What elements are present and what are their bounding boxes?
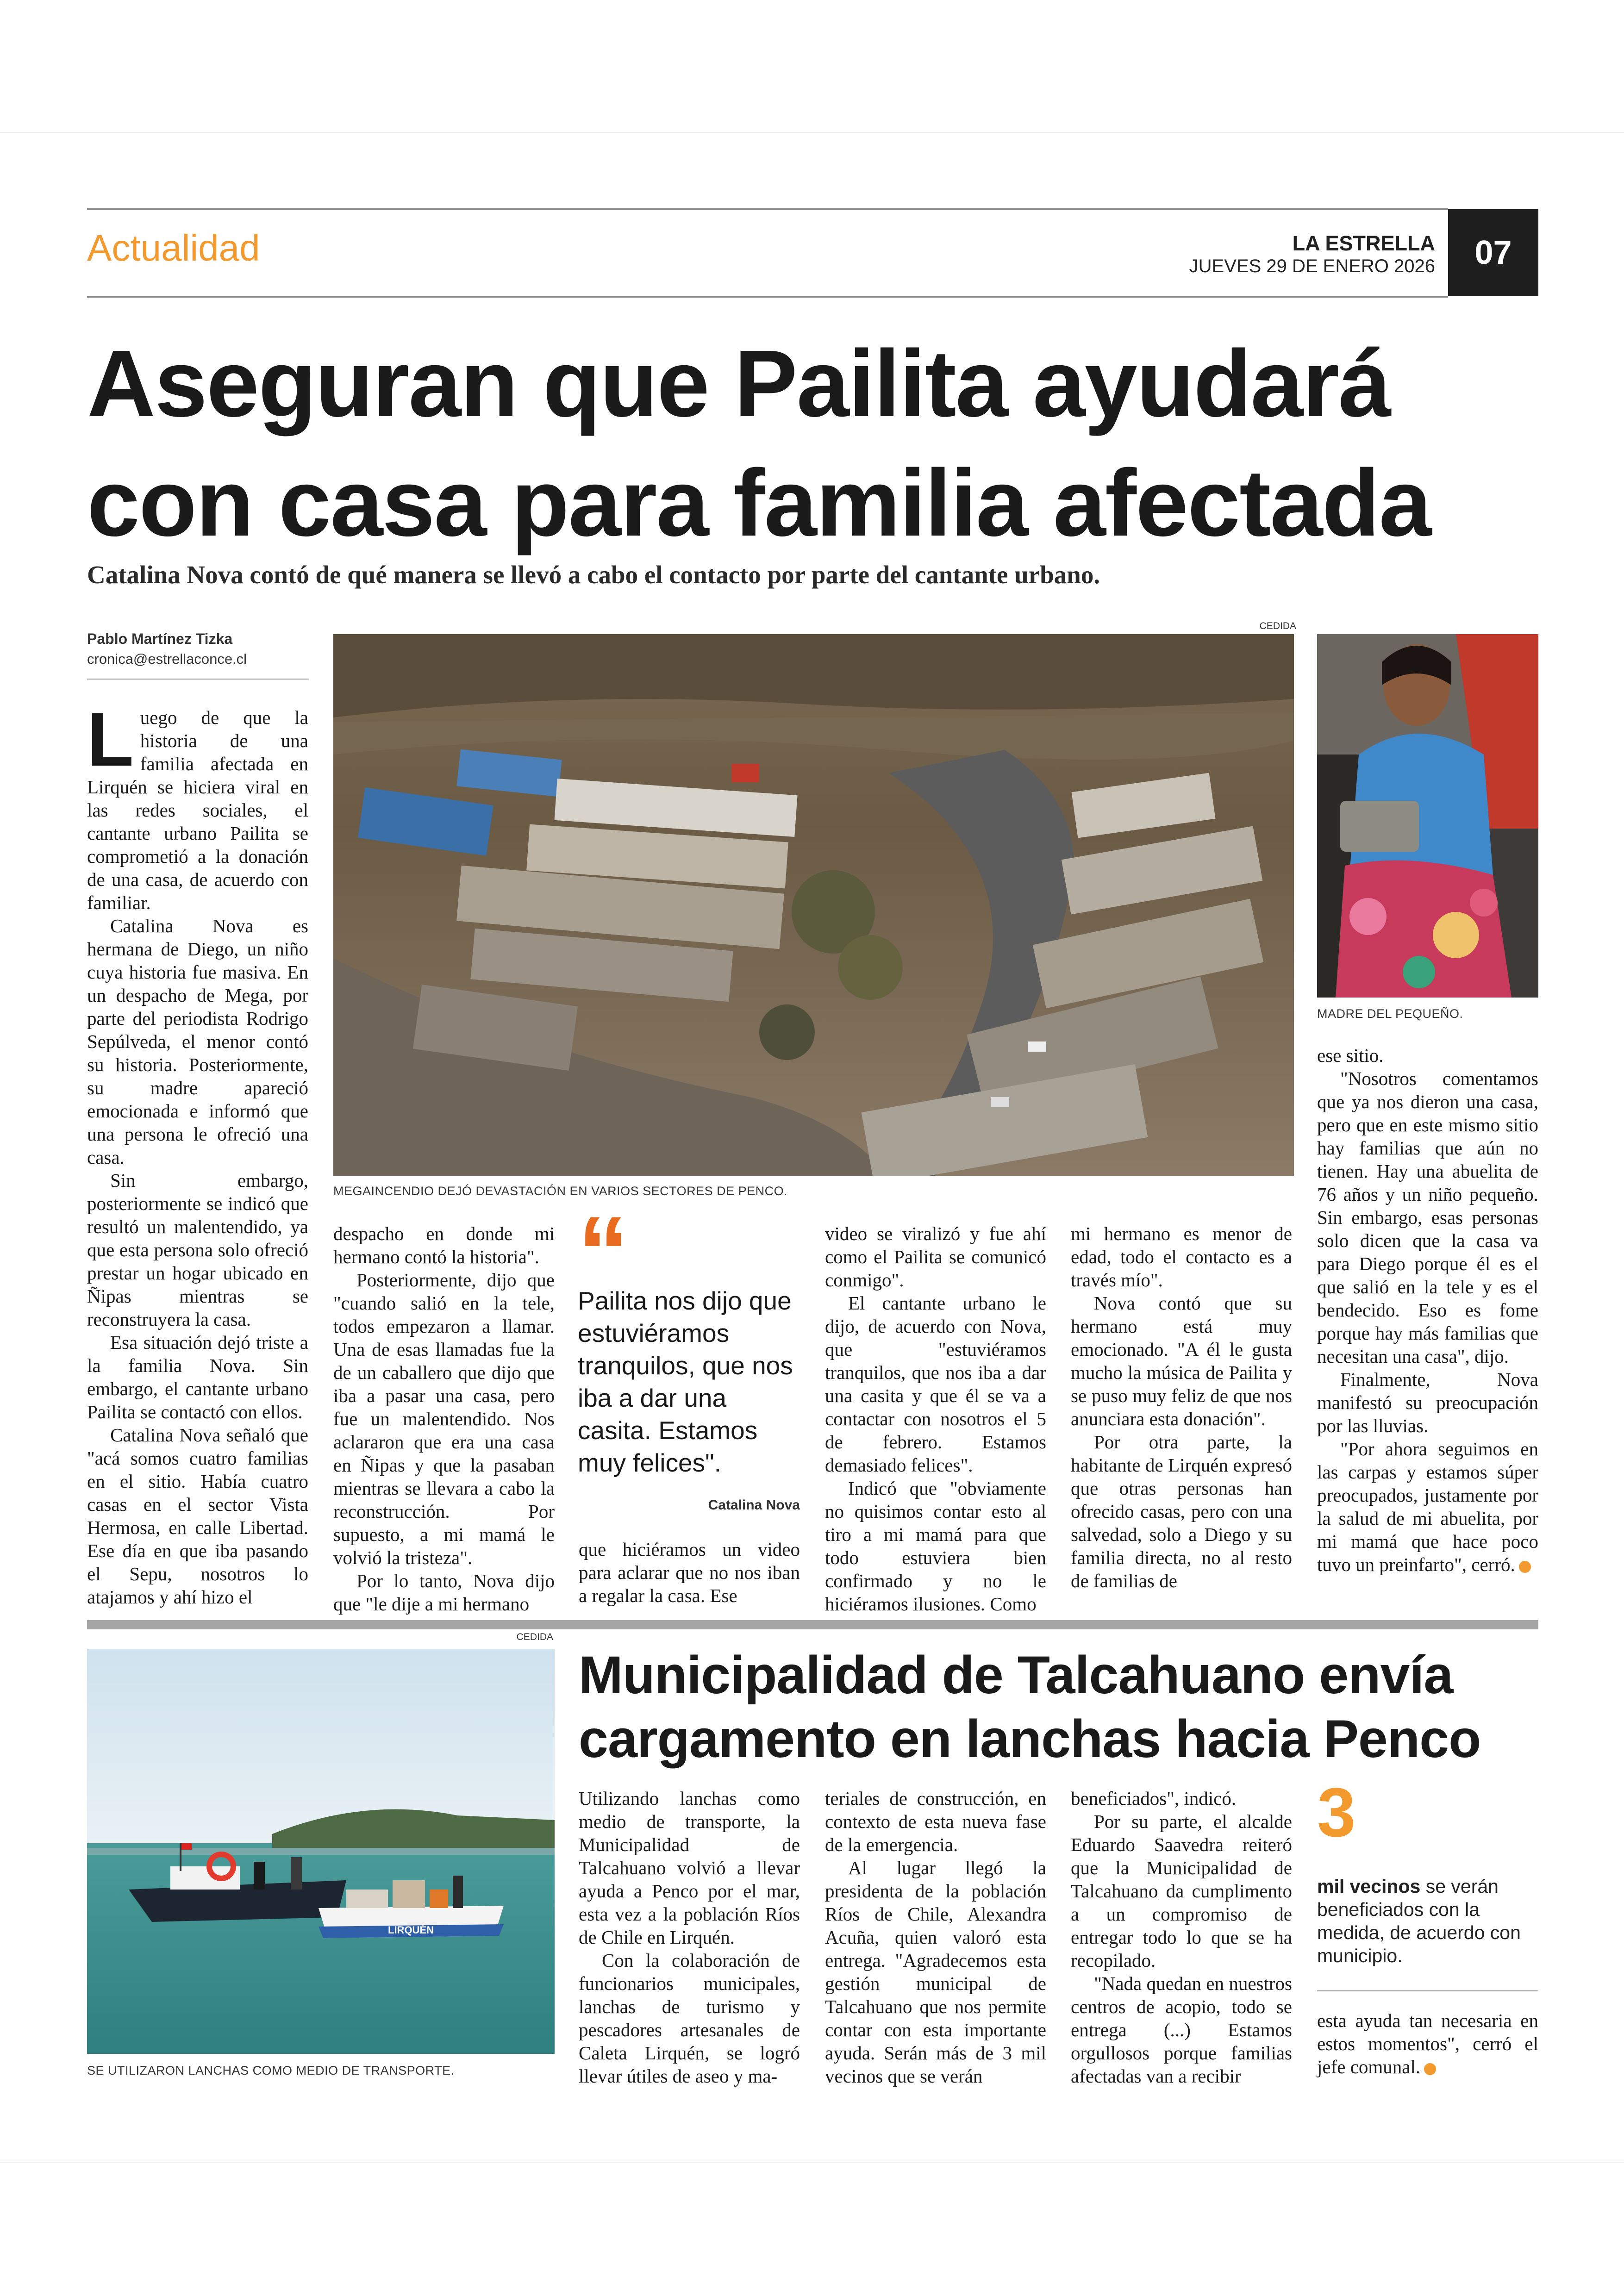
side-photo-caption: MADRE DEL PEQUEÑO. bbox=[1317, 1007, 1463, 1021]
stat-text: se verán beneficiados con la medida, de acuerdo con municipio. bbox=[1317, 1876, 1521, 1966]
article2-paragraph: Utilizando lanchas como medio de transporte, la Municipalidad de Talcahuano volvió a llevar ayuda a Penco por el mar, esta vez a la población Ríos de Chile en Lirquén. bbox=[579, 1788, 800, 1948]
article2-headline-line-1: Municipalidad de Talcahuano envía bbox=[579, 1646, 1453, 1705]
mother-portrait-image bbox=[1317, 634, 1538, 998]
stat-rule bbox=[1317, 1990, 1538, 1991]
article2-final-sentence: esta ayuda tan necesaria en estos momentos", cerró el jefe comunal. bbox=[1317, 2010, 1538, 2077]
boat-name-label: LIRQUÉN bbox=[388, 1924, 434, 1936]
quote-author: Catalina Nova bbox=[708, 1497, 800, 1513]
article1-paragraph: que hiciéramos un video para aclarar que no nos iban a regalar la casa. Ese bbox=[579, 1539, 800, 1606]
paper-name: LA ESTRELLA bbox=[1292, 231, 1435, 255]
header-bottom-rule bbox=[87, 296, 1448, 298]
pull-quote bbox=[578, 1195, 800, 1513]
article1-paragraph: despacho en donde mi hermano contó la historia". bbox=[333, 1223, 555, 1267]
section-label: Actualidad bbox=[87, 227, 260, 268]
quote-text: Pailita nos dijo que estuviéramos tranquilos, que nos iba a dar una casita. Estamos muy felices". bbox=[578, 1286, 793, 1477]
article-subhead: Catalina Nova contó de qué manera se llevó a cabo el contacto por parte del cantante urbano. bbox=[87, 561, 1100, 589]
article2-paragraph: Por su parte, el alcalde Eduardo Saavedra reiteró que la Municipalidad de Talcahuano da cumplimento a un compromiso de entregar todo lo que se ha recopilado. bbox=[1071, 1811, 1292, 1971]
article2-column-4 bbox=[1317, 2009, 1538, 2078]
article1-paragraph: Posteriormente, dijo que "cuando salió en la tele, todos empezaron a llamar. Una de esas llamadas fue la de un caballero que dijo que iba a pasar una casa, pero fue un malentendido. Nos aclararon que era una casa en Ñipas y que la pasaban mientras se llevara a cabo la reconstrucción. Por supuesto, a mi mamá le volvió la tristeza". bbox=[333, 1269, 555, 1568]
article1-paragraph: Finalmente, Nova manifestó su preocupación por las lluvias. bbox=[1317, 1369, 1538, 1436]
main-photo-credit: CEDIDA bbox=[1259, 621, 1296, 631]
article1-column-6 bbox=[1317, 1044, 1538, 1576]
article1-paragraph: El cantante urbano le dijo, de acuerdo con Nova, que "estuviéramos tranquilos, que nos iba a dar una casita y que él se va a contactar con nosotros el 5 de febrero. Estamos demasiado felices". bbox=[825, 1292, 1046, 1476]
article1-column-2 bbox=[333, 1222, 555, 1615]
article2-paragraph: "Nada quedan en nuestros centros de acopio, todo se entrega (...) Estamos orgullosos porque familias afectadas van a recibir bbox=[1071, 1973, 1292, 2087]
article2-paragraph: Con la colaboración de funcionarios municipales, lanchas de turismo y pescadores artesanales de Caleta Lirquén, se logró llevar útiles de aseo y ma- bbox=[579, 1950, 800, 2087]
stat-bold-label: mil vecinos bbox=[1317, 1876, 1421, 1897]
article2-headline bbox=[579, 1643, 1542, 1771]
article1-paragraph bbox=[1317, 1437, 1538, 1576]
article1-paragraph: Indicó que "obviamente no quisimos contar esto al tiro a mi mamá para que todo estuviera bien confirmado y no le hiciéramos ilusiones. Como bbox=[825, 1478, 1046, 1615]
drop-cap: L bbox=[87, 697, 134, 782]
end-of-article-icon bbox=[1519, 1561, 1531, 1573]
aerial-fire-devastation-image bbox=[333, 634, 1294, 1176]
article1-paragraph: Catalina Nova señaló que "acá somos cuatro familias en el sitio. Había cuatro casas en el sector Vista Hermosa, en calle Libertad. Ese día en que iba pasando el Sepu, nosotros lo atajamos y ahí hizo el bbox=[87, 1424, 308, 1608]
end-of-article-icon bbox=[1424, 2063, 1436, 2075]
article1-paragraph: mi hermano es menor de edad, todo el contacto es a través mío". bbox=[1071, 1223, 1292, 1291]
article1-paragraph: Catalina Nova es hermana de Diego, un niño cuya historia fue masiva. En un despacho de Mega, por parte del periodista Rodrigo Sepúlveda, el menor contó su historia. Posteriormente, su madre apareció emocionada e informó que una persona le ofreció una casa. bbox=[87, 915, 308, 1168]
article1-paragraph: uego de que la historia de una familia afectada en Lirquén se hiciera viral en las redes sociales, el cantante urbano Pailita se comprometió a la donación de una casa, de acuerdo con familiar. bbox=[87, 707, 308, 913]
article1-paragraph: Por otra parte, la habitante de Lirquén expresó que otras personas han ofrecido casas, pero con una salvedad, solo a Diego y su familia directa, no al resto de familias de bbox=[1071, 1431, 1292, 1591]
page-number: 07 bbox=[1448, 209, 1538, 296]
boat-photo-credit: CEDIDA bbox=[516, 1632, 553, 1642]
issue-date: JUEVES 29 DE ENERO 2026 bbox=[1189, 256, 1435, 276]
article2-headline-line-2: cargamento en lanchas hacia Penco bbox=[579, 1709, 1481, 1769]
stat-description bbox=[1317, 1875, 1538, 1967]
scan-edge-bottom bbox=[0, 2162, 1624, 2163]
article2-paragraph: beneficiados", indicó. bbox=[1071, 1788, 1237, 1809]
article1-final-sentence: "Por ahora seguimos en las carpas y estamos súper preocupados, justamente por la salud de mi abuelita, por mi mamá que hace poco tuvo un preinfarto", cerró. bbox=[1317, 1438, 1538, 1575]
quote-mark-icon: “ bbox=[578, 1195, 629, 1309]
article2-column-3 bbox=[1071, 1787, 1292, 2088]
article1-paragraph: Esa situación dejó triste a la familia Nova. Sin embargo, el cantante urbano Pailita se contactó con ellos. bbox=[87, 1332, 308, 1422]
article1-paragraph: Sin embargo, posteriormente se indicó que resultó un malentendido, ya que esta persona solo ofreció prestar un hogar ubicado en Ñipas mientras se reconstruyera la casa. bbox=[87, 1170, 308, 1330]
article2-column-1 bbox=[579, 1787, 800, 2088]
article1-column-4 bbox=[825, 1222, 1046, 1615]
article1-paragraph: ese sitio. bbox=[1317, 1045, 1384, 1066]
header-top-rule bbox=[87, 208, 1448, 210]
headline-line-2: con casa para familia afectada bbox=[87, 450, 1431, 556]
side-photo bbox=[1317, 634, 1538, 998]
article1-column-5 bbox=[1071, 1222, 1292, 1592]
author-email: cronica@estrellaconce.cl bbox=[87, 651, 247, 667]
stat-number: 3 bbox=[1317, 1773, 1356, 1851]
headline-line-1: Aseguran que Pailita ayudará bbox=[87, 331, 1391, 437]
boat-photo bbox=[87, 1649, 555, 2054]
article2-paragraph bbox=[1317, 2009, 1538, 2078]
article1-column-1 bbox=[87, 697, 308, 1609]
byline-rule bbox=[87, 679, 309, 680]
main-photo bbox=[333, 634, 1294, 1176]
article1-paragraph: Nova contó que su hermano está muy emocionado. "A él le gusta mucho la música de Pailita y se puso muy feliz de que nos anunciara esta donación". bbox=[1071, 1292, 1292, 1429]
article2-column-2 bbox=[825, 1787, 1046, 2088]
boat-photo-caption: SE UTILIZARON LANCHAS COMO MEDIO DE TRANSPORTE. bbox=[87, 2064, 455, 2077]
boats-cargo-image bbox=[87, 1649, 555, 2054]
article1-paragraph: "Nosotros comentamos que ya nos dieron una casa, pero que en este mismo sitio hay familias que aún no tienen. Hay una abuelita de 76 años y un niño pequeño. Sin embargo, esas personas solo dicen que la casa va para Diego porque él es el que salió en la tele y es el bendecido. Eso es fome porque hay más familias que necesitan una casa", dijo. bbox=[1317, 1068, 1538, 1367]
article2-paragraph: Al lugar llegó la presidenta de la población Ríos de Chile, Alexandra Acuña, quien valoró esta entrega. "Agradecemos esta gestión municipal de Talcahuano que nos permite contar con esta importante ayuda. Serán más de 3 mil vecinos que se verán bbox=[825, 1857, 1046, 2087]
article1-paragraph: video se viralizó y fue ahí como el Pailita se comunicó conmigo". bbox=[825, 1223, 1046, 1291]
article2-paragraph: teriales de construcción, en contexto de esta nueva fase de la emergencia. bbox=[825, 1788, 1046, 1855]
article1-paragraph: Por lo tanto, Nova dijo que "le dije a mi hermano bbox=[333, 1570, 555, 1615]
article-headline bbox=[87, 324, 1541, 563]
scan-edge-top bbox=[0, 132, 1624, 133]
article1-column-3 bbox=[579, 1538, 800, 1607]
author-name: Pablo Martínez Tizka bbox=[87, 630, 233, 647]
article-separator bbox=[87, 1620, 1538, 1629]
main-photo-caption: MEGAINCENDIO DEJÓ DEVASTACIÓN EN VARIOS SECTORES DE PENCO. bbox=[333, 1184, 788, 1198]
